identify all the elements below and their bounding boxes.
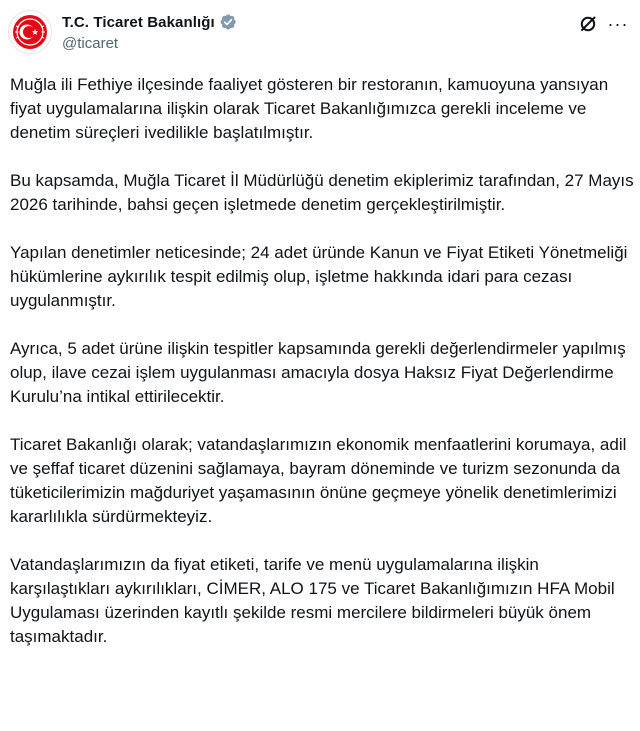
more-label: ···	[607, 14, 629, 34]
account-names	[62, 12, 237, 52]
post-paragraph: Vatandaşlarımızın da fiyat etiketi, tarife ve menü uygulamalarına ilişkin karşılaştıkları aykırılıkları, CİMER, ALO 175 ve Ticaret Bakanlığımızın HFA Mobil Uygulaması üzerinden kayıtlı şekilde resmi mercilere bildirmeleri büyük önem taşımaktadır.	[10, 555, 615, 646]
post-actions	[578, 14, 628, 34]
post-paragraph: Ayrıca, 5 adet ürüne ilişkin tespitler kapsamında gerekli değerlendirmeler yapılmış olup, ilave cezai işlem uygulanması amacıyla dosya Haksız Fiyat Değerlendirme Kurulu’na intikal ettirilecektir.	[10, 339, 626, 406]
post-paragraph: Yapılan denetimler neticesinde; 24 adet üründe Kanun ve Fiyat Etiketi Yönetmeliği hükümlerine aykırılık tespit edilmiş olup, işletme hakkında idari para cezası uygulanmıştır.	[10, 243, 628, 310]
post-paragraph: Bu kapsamda, Muğla Ticaret İl Müdürlüğü denetim ekiplerimiz tarafından, 27 Mayıs 2026 tarihinde, bahsi geçen işletmede denetim gerçekleştirilmiştir.	[10, 171, 634, 214]
display-name[interactable]: T.C. Ticaret Bakanlığı	[62, 13, 215, 31]
post-paragraph: Muğla ili Fethiye ilçesinde faaliyet gösteren bir restoranın, kamuoyuna yansıyan fiyat uygulamalarına ilişkin olarak Ticaret Bakanlığımızca gerekli inceleme ve denetim süreçleri ivedilikle başlatılmıştır.	[10, 75, 609, 142]
post-paragraph: Ticaret Bakanlığı olarak; vatandaşlarımızın ekonomik menfaatlerini korumaya, adil ve şeffaf ticaret düzenini sağlamaya, bayram döneminde ve turizm sezonunda da tüketicilerimizin mağduriyet yaşamasının önüne geçmeye yönelik denetimlerimizi kararlılıkla sürdürmekteyiz.	[10, 435, 627, 526]
more-dots-icon[interactable]	[608, 14, 628, 34]
turkish-crescent-star-emblem-icon	[10, 12, 50, 52]
post-text	[10, 73, 634, 649]
grok-slash-icon[interactable]	[578, 14, 598, 34]
account-handle[interactable]: @ticaret	[62, 35, 119, 52]
post-header	[8, 8, 628, 56]
verified-badge-icon	[219, 13, 237, 31]
avatar[interactable]	[8, 10, 52, 54]
